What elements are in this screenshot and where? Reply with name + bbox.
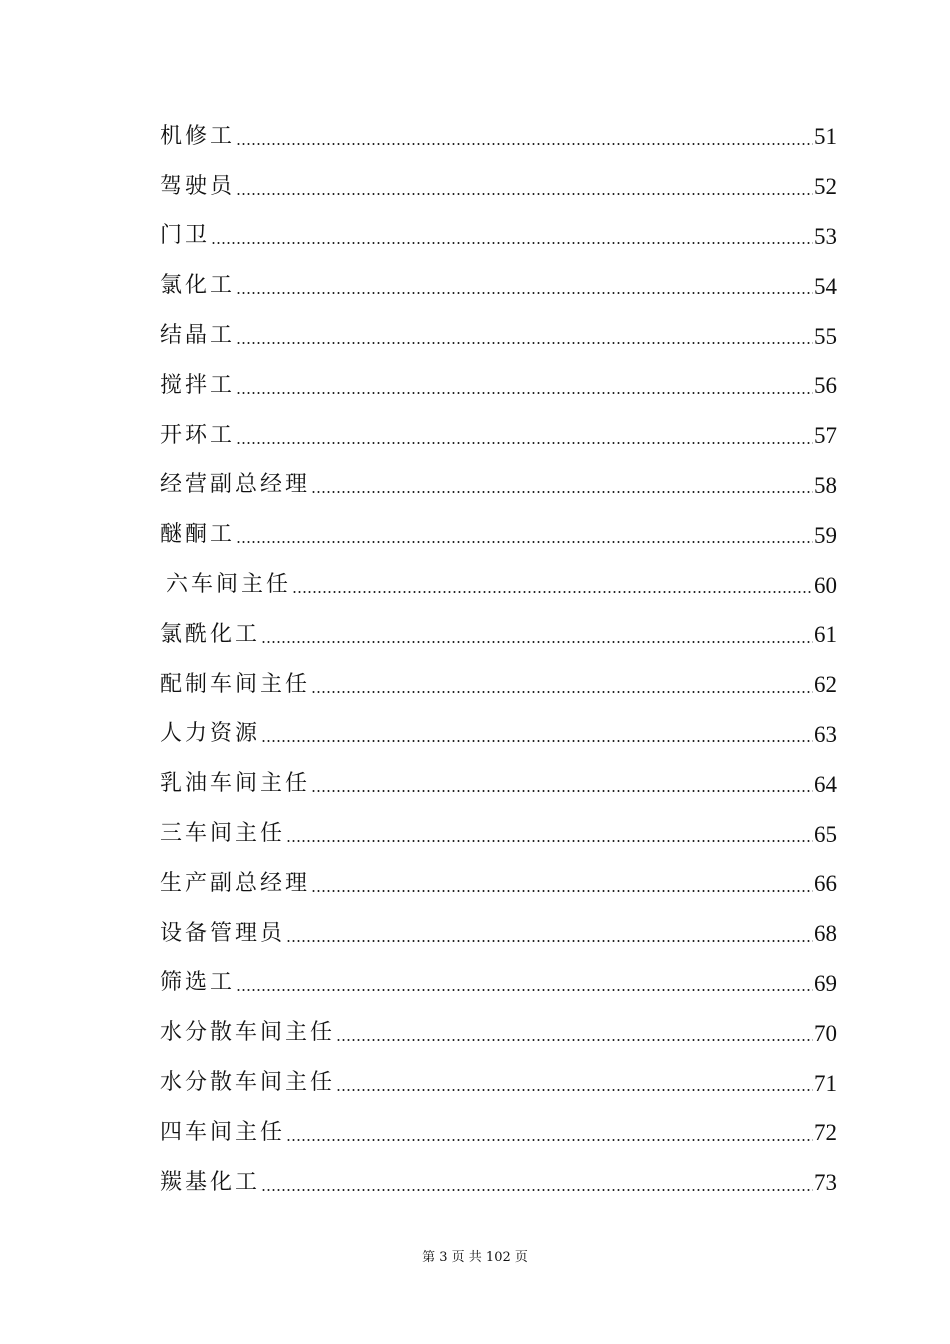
toc-entry-title: 醚酮工 xyxy=(160,522,236,548)
toc-entry-page-number: 72 xyxy=(814,1120,837,1146)
toc-entry-page-number: 51 xyxy=(814,124,837,150)
toc-leader-dots xyxy=(236,425,813,447)
toc-leader-dots xyxy=(311,873,813,895)
toc-entry-page-number: 63 xyxy=(814,721,837,747)
toc-entry-page-number: 58 xyxy=(814,472,837,498)
toc-entry-shuifensan-chejian-zhuren-2[interactable] xyxy=(160,1058,837,1108)
toc-entry-kaihuangong[interactable] xyxy=(160,411,837,461)
toc-entry-page-number: 53 xyxy=(814,223,837,249)
toc-leader-dots xyxy=(336,1022,813,1044)
toc-entry-title: 水分散车间主任 xyxy=(160,1070,336,1096)
toc-entry-page-number: 61 xyxy=(814,622,837,648)
toc-entry-title: 开环工 xyxy=(160,422,236,448)
toc-entry-page-number: 66 xyxy=(814,871,837,897)
toc-entry-jixiugong[interactable] xyxy=(160,112,837,162)
toc-entry-title: 搅拌工 xyxy=(160,372,236,398)
toc-leader-dots xyxy=(236,325,813,347)
toc-entry-shaixuangong[interactable] xyxy=(160,959,837,1009)
toc-entry-page-number: 71 xyxy=(814,1070,837,1096)
toc-leader-dots xyxy=(261,624,813,646)
toc-entry-san-chejian-zhuren[interactable] xyxy=(160,809,837,859)
toc-entry-title: 氯化工 xyxy=(160,273,236,299)
toc-leader-dots xyxy=(261,1172,813,1194)
toc-entry-jingying-fuzongjingli[interactable] xyxy=(160,461,837,511)
toc-entry-title: 氯酰化工 xyxy=(160,621,261,647)
toc-entry-page-number: 60 xyxy=(814,572,837,598)
toc-entry-title: 生产副总经理 xyxy=(160,870,311,896)
toc-entry-title: 羰基化工 xyxy=(160,1169,261,1195)
toc-entry-page-number: 62 xyxy=(814,672,837,698)
toc-entry-page-number: 52 xyxy=(814,174,837,200)
toc-entry-renli-ziyuan[interactable] xyxy=(160,710,837,760)
toc-entry-title: 结晶工 xyxy=(160,323,236,349)
toc-entry-title: 三车间主任 xyxy=(160,821,286,847)
toc-entry-title: 机修工 xyxy=(160,123,236,149)
toc-leader-dots xyxy=(286,1122,813,1144)
toc-leader-dots xyxy=(292,574,813,596)
table-of-contents xyxy=(160,112,837,1208)
toc-entry-page-number: 73 xyxy=(814,1170,837,1196)
toc-entry-title: 四车间主任 xyxy=(160,1119,286,1145)
toc-leader-dots xyxy=(236,176,813,198)
toc-leader-dots xyxy=(286,823,813,845)
toc-entry-title: 门卫 xyxy=(160,223,211,249)
toc-leader-dots xyxy=(236,972,813,994)
toc-entry-mitonggong[interactable] xyxy=(160,510,837,560)
toc-leader-dots xyxy=(236,375,813,397)
toc-entry-tanjihuagong[interactable] xyxy=(160,1158,837,1208)
toc-leader-dots xyxy=(211,225,813,247)
toc-entry-lvhuagong[interactable] xyxy=(160,261,837,311)
toc-entry-page-number: 59 xyxy=(814,522,837,548)
toc-leader-dots xyxy=(336,1072,813,1094)
toc-entry-jiashiyuan[interactable] xyxy=(160,162,837,212)
toc-leader-dots xyxy=(236,524,813,546)
toc-entry-shuifensan-chejian-zhuren-1[interactable] xyxy=(160,1008,837,1058)
toc-entry-shengchan-fuzongjingli[interactable] xyxy=(160,859,837,909)
toc-entry-peizhi-chejian-zhuren[interactable] xyxy=(160,660,837,710)
toc-entry-page-number: 56 xyxy=(814,373,837,399)
toc-entry-title: 筛选工 xyxy=(160,970,236,996)
toc-leader-dots xyxy=(311,773,813,795)
toc-entry-title: 六车间主任 xyxy=(166,572,292,598)
toc-entry-ruyou-chejian-zhuren[interactable] xyxy=(160,759,837,809)
toc-entry-liu-chejian-zhuren[interactable] xyxy=(160,560,837,610)
toc-entry-page-number: 70 xyxy=(814,1020,837,1046)
toc-entry-page-number: 69 xyxy=(814,970,837,996)
toc-entry-title: 设备管理员 xyxy=(160,920,286,946)
toc-entry-menwei[interactable] xyxy=(160,212,837,262)
toc-entry-page-number: 64 xyxy=(814,771,837,797)
toc-entry-title: 经营副总经理 xyxy=(160,472,311,498)
toc-leader-dots xyxy=(236,126,813,148)
page-footer: 第 3 页 共 102 页 xyxy=(422,1250,528,1265)
toc-entry-page-number: 57 xyxy=(814,423,837,449)
toc-entry-title: 驾驶员 xyxy=(160,173,236,199)
toc-leader-dots xyxy=(286,923,813,945)
toc-entry-page-number: 68 xyxy=(814,921,837,947)
toc-entry-title: 水分散车间主任 xyxy=(160,1020,336,1046)
toc-leader-dots xyxy=(261,723,813,745)
toc-leader-dots xyxy=(311,474,813,496)
toc-entry-jiejinggong[interactable] xyxy=(160,311,837,361)
toc-entry-page-number: 55 xyxy=(814,323,837,349)
toc-leader-dots xyxy=(311,674,813,696)
toc-entry-page-number: 65 xyxy=(814,821,837,847)
toc-entry-jiaobangong[interactable] xyxy=(160,361,837,411)
toc-entry-shebei-guanliyuan[interactable] xyxy=(160,909,837,959)
toc-entry-si-chejian-zhuren[interactable] xyxy=(160,1108,837,1158)
toc-entry-lvxianhuagong[interactable] xyxy=(160,610,837,660)
toc-entry-title: 人力资源 xyxy=(160,721,261,747)
toc-leader-dots xyxy=(236,275,813,297)
toc-entry-title: 配制车间主任 xyxy=(160,671,311,697)
toc-entry-title: 乳油车间主任 xyxy=(160,771,311,797)
toc-entry-page-number: 54 xyxy=(814,273,837,299)
